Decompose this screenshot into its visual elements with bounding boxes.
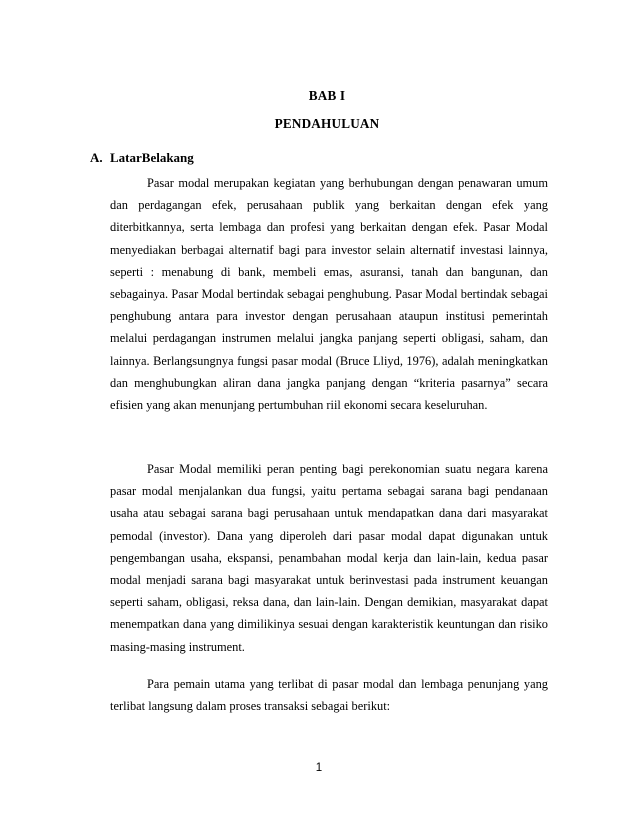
- paragraph-1: Pasar modal merupakan kegiatan yang berhubungan dengan penawaran umum dan perdagangan efek, perusahaan publik yang berkaitan dengan efek yang diterbitkannya, serta lembaga dan profesi yang berkaitan dengan efek. Pasar Modal menyediakan berbagai alternatif bagi para investor selain alternatif investasi lainnya, seperti : menabung di bank, membeli emas, asuransi, tanah dan bangunan, dan sebagainya. Pasar Modal bertindak sebagai penghubung. Pasar Modal bertindak sebagai penghubung antara para investor dengan perusahaan ataupun institusi pemerintah melalui perdagangan instrumen melalui jangka panjang seperti obligasi, saham, dan lainnya. Berlangsungnya fungsi pasar modal (Bruce Lliyd, 1976), adalah meningkatkan dan menghubungkan aliran dana jangka panjang dengan “kriteria pasarnya” secara efisien yang akan menunjang pertumbuhan riil ekonomi secara keseluruhan.: [110, 176, 548, 413]
- paragraph-3: Para pemain utama yang terlibat di pasar modal dan lembaga penunjang yang terlibat langsung dalam proses transaksi sebagai berikut:: [110, 677, 548, 714]
- section-letter: A.: [90, 150, 103, 165]
- section-heading: [90, 150, 194, 166]
- chapter-number: BAB I: [308, 88, 346, 103]
- section-title: LatarBelakang: [110, 150, 194, 165]
- chapter-title: PENDAHULUAN: [274, 116, 380, 131]
- page-number: 1: [315, 762, 323, 774]
- paragraph-2: Pasar Modal memiliki peran penting bagi perekonomian suatu negara karena pasar modal menjalankan dua fungsi, yaitu pertama sebagai sarana bagi pendanaan usaha atau sebagai sarana bagi perusahaan untuk mendapatkan dana dari masyarakat pemodal (investor). Dana yang diperoleh dari pasar modal dapat digunakan untuk pengembangan usaha, ekspansi, penambahan modal kerja dan lain-lain, kedua pasar modal menjadi sarana bagi masyarakat untuk berinvestasi pada instrument keuangan seperti saham, obligasi, reksa dana, dan lain-lain. Dengan demikian, masyarakat dapat menempatkan dana yang dimilikinya sesuai dengan karakteristik keuntungan dan risiko masing-masing instrument.: [110, 462, 548, 654]
